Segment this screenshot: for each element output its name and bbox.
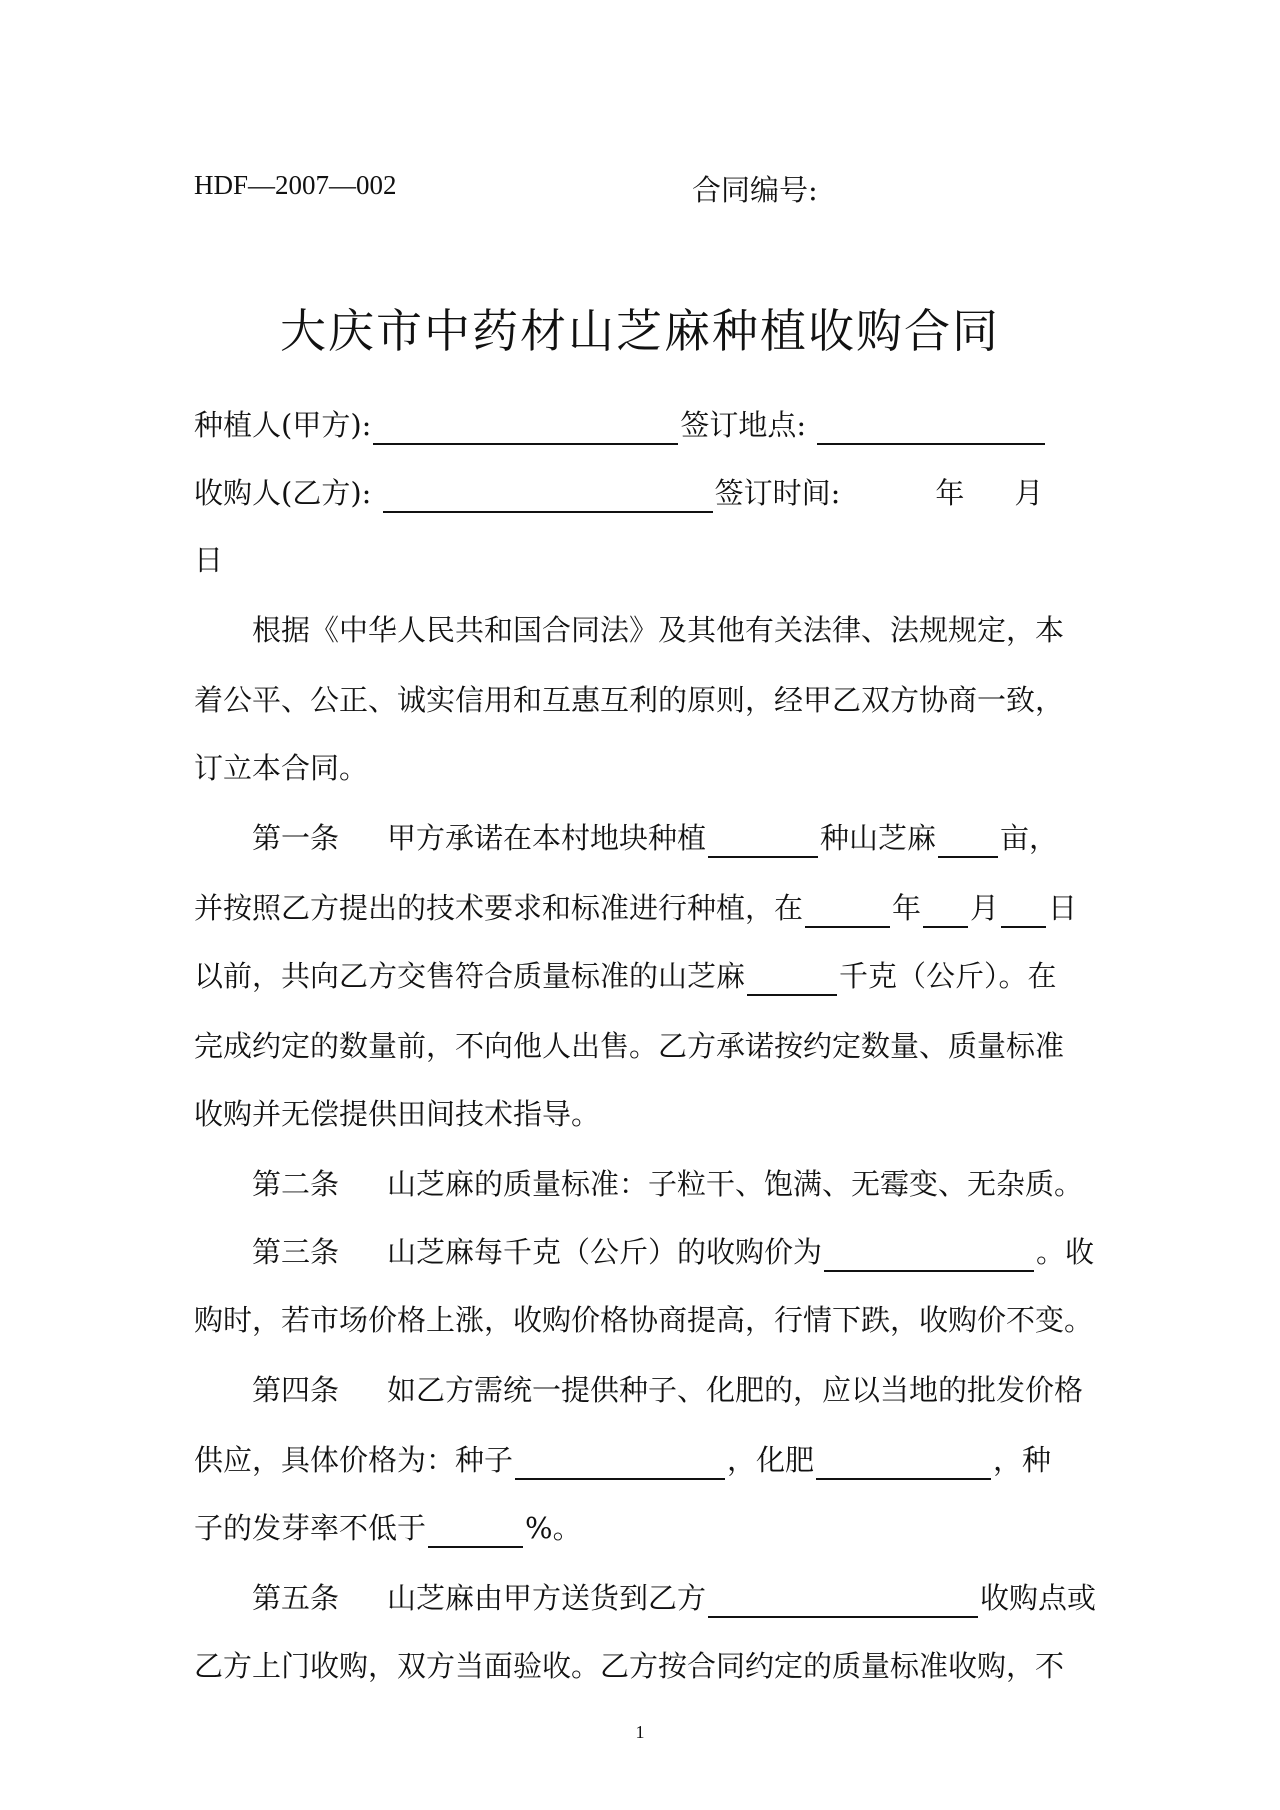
sign-place-blank — [817, 413, 1045, 445]
sign-place-label: 签订地点: — [680, 408, 807, 442]
planter-label: 种植人(甲方): — [194, 408, 372, 442]
buyer-label: 收购人(乙方): — [194, 476, 372, 510]
article4-line-3: 子的发芽率不低于 %。 — [194, 1508, 1094, 1548]
article5-line-1: 第五条 山芝麻由甲方送货到乙方 收购点或 — [194, 1578, 1152, 1618]
article1-line-1: 第一条 甲方承诺在本村地块种植 种山芝麻 亩， — [194, 818, 1152, 858]
article3-line-1: 第三条 山芝麻每千克（公斤）的收购价为 。收 — [194, 1232, 1152, 1272]
price-blank — [824, 1240, 1034, 1272]
deadline-month-blank — [923, 896, 968, 928]
page-title: 大庆市中药材山芝麻种植收购合同 — [280, 304, 1000, 358]
preamble-line-3: 订立本合同。 — [194, 751, 369, 785]
deadline-day-blank — [1001, 896, 1046, 928]
article5-number: 第五条 — [252, 1581, 340, 1615]
deadline-year-blank — [805, 896, 890, 928]
area-blank — [938, 826, 998, 858]
article5-line-2: 乙方上门收购，双方当面验收。乙方按合同约定的质量标准收购，不 — [194, 1649, 1065, 1683]
document-code: HDF—2007—002 — [194, 170, 397, 200]
article1-line-4: 完成约定的数量前，不向他人出售。乙方承诺按约定数量、质量标准 — [194, 1029, 1065, 1063]
article1-number: 第一条 — [252, 821, 340, 855]
purchase-point-blank — [708, 1586, 978, 1618]
article1-line-2: 并按照乙方提出的技术要求和标准进行种植，在 年 月 日 — [194, 888, 1094, 928]
article3-number: 第三条 — [252, 1235, 340, 1269]
fertilizer-price-blank — [816, 1448, 991, 1480]
month-label: 月 — [1014, 476, 1044, 510]
planter-line — [194, 405, 1094, 445]
article4-number: 第四条 — [252, 1373, 340, 1407]
article3-line-2: 购时，若市场价格上涨，收购价格协商提高，行情下跌，收购价不变。 — [194, 1303, 1094, 1337]
germination-blank — [428, 1516, 523, 1548]
article2-line: 第二条 山芝麻的质量标准：子粒干、饱满、无霉变、无杂质。 — [252, 1167, 1084, 1201]
sign-time-label: 签订时间: — [714, 476, 841, 510]
article1-line-5: 收购并无偿提供田间技术指导。 — [194, 1097, 601, 1131]
planter-blank — [373, 413, 678, 445]
seed-price-blank — [515, 1448, 725, 1480]
article4-line-1: 第四条 如乙方需统一提供种子、化肥的，应以当地的批发价格 — [252, 1373, 1084, 1407]
quantity-blank — [747, 964, 837, 996]
preamble-line-1: 根据《中华人民共和国合同法》及其他有关法律、法规规定，本 — [252, 613, 1065, 647]
day-label: 日 — [194, 543, 224, 577]
buyer-line — [194, 473, 1094, 513]
preamble-line-2: 着公平、公正、诚实信用和互惠互利的原则，经甲乙双方协商一致， — [194, 683, 1065, 717]
article4-line-2: 供应，具体价格为：种子 ，化肥 ，种 — [194, 1440, 1094, 1480]
buyer-blank — [383, 481, 713, 513]
variety-blank — [708, 826, 818, 858]
contract-number-label: 合同编号: — [692, 173, 818, 207]
article2-number: 第二条 — [252, 1167, 340, 1201]
year-label: 年 — [935, 476, 965, 510]
page-number: 1 — [635, 1722, 645, 1742]
article1-line-3: 以前，共向乙方交售符合质量标准的山芝麻 千克（公斤）。在 — [194, 956, 1094, 996]
